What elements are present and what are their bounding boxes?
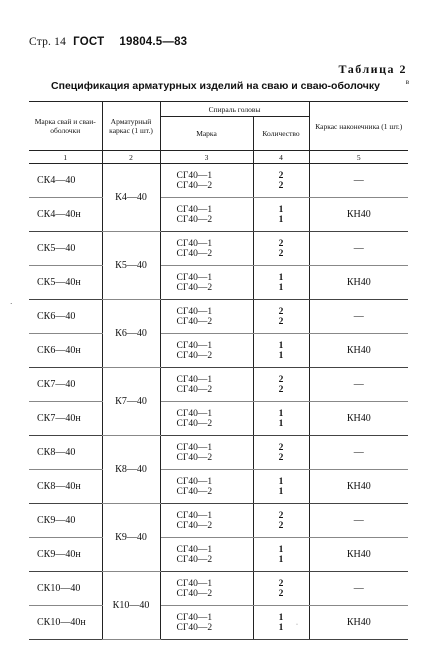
table-row: [29, 572, 408, 606]
spiral-qty-cell: [253, 232, 309, 266]
spiral-mark: СГ40—2: [176, 384, 213, 395]
spiral-qty: 2: [278, 520, 284, 531]
tip-frame-cell: —: [309, 368, 408, 402]
spiral-mark: СГ40—2: [176, 622, 213, 633]
spiral-marks-cell: [160, 538, 253, 572]
spiral-qty: 1: [278, 486, 284, 497]
spiral-mark: СГ40—1: [176, 408, 213, 419]
tip-frame-cell: —: [309, 436, 408, 470]
spiral-mark: СГ40—2: [176, 486, 213, 497]
header-spiral-mark: Марка: [160, 117, 253, 151]
spiral-mark: СГ40—2: [176, 282, 213, 293]
spiral-mark: СГ40—2: [176, 418, 213, 429]
spiral-mark: СГ40—1: [176, 340, 213, 351]
spiral-qty-cell: [253, 300, 309, 334]
table-row: [29, 300, 408, 334]
frame-cell: К5—40: [102, 232, 160, 300]
spiral-mark: СГ40—1: [176, 272, 213, 283]
spiral-qty: 2: [278, 180, 284, 191]
tip-frame-cell: КН40: [309, 198, 408, 232]
tip-frame-cell: —: [309, 232, 408, 266]
spiral-qty: 1: [278, 350, 284, 361]
spiral-mark: СГ40—2: [176, 350, 213, 361]
pile-mark-cell: СК10—40н: [29, 606, 102, 640]
frame-cell: К8—40: [102, 436, 160, 504]
pile-mark-cell: СК6—40: [29, 300, 102, 334]
spiral-mark: СГ40—2: [176, 316, 213, 327]
tip-frame-cell: —: [309, 572, 408, 606]
spiral-qty: 1: [278, 272, 284, 283]
table-row: [29, 232, 408, 266]
spiral-mark: СГ40—2: [176, 554, 213, 565]
spiral-qty-cell: [253, 538, 309, 572]
spiral-marks-cell: [160, 266, 253, 300]
pile-mark-cell: СК4—40: [29, 164, 102, 198]
tip-frame-cell: —: [309, 300, 408, 334]
tip-frame-cell: КН40: [309, 470, 408, 504]
header-tip: Каркас наконечника (1 шт.): [309, 102, 408, 151]
frame-cell: К10—40: [102, 572, 160, 640]
specification-table: [29, 101, 408, 640]
tip-frame-cell: —: [309, 504, 408, 538]
table-row: [29, 334, 408, 368]
header-spiral-qty: Количество: [253, 117, 309, 151]
table-row: [29, 470, 408, 504]
spiral-qty-cell: [253, 368, 309, 402]
spiral-mark: СГ40—1: [176, 476, 213, 487]
spiral-qty: 2: [278, 306, 284, 317]
header-frame: Арматурный каркас (1 шт.): [102, 102, 160, 151]
spiral-qty: 1: [278, 476, 284, 487]
spiral-qty-cell: [253, 266, 309, 300]
spiral-marks-cell: [160, 334, 253, 368]
frame-cell: К9—40: [102, 504, 160, 572]
tip-frame-cell: КН40: [309, 606, 408, 640]
page-number: Стр. 14: [29, 36, 67, 48]
spiral-mark: СГ40—1: [176, 544, 213, 555]
spiral-mark: СГ40—2: [176, 248, 213, 259]
spiral-marks-cell: [160, 436, 253, 470]
pile-mark-cell: СК8—40: [29, 436, 102, 470]
frame-cell: К6—40: [102, 300, 160, 368]
table-mark: в: [405, 78, 409, 86]
spiral-mark: СГ40—1: [176, 510, 213, 521]
column-number: 3: [160, 151, 253, 164]
table-row: [29, 266, 408, 300]
spiral-marks-cell: [160, 300, 253, 334]
spiral-qty: 2: [278, 452, 284, 463]
spiral-qty-cell: [253, 334, 309, 368]
pile-mark-cell: СК5—40н: [29, 266, 102, 300]
spiral-mark: СГ40—1: [176, 170, 213, 181]
spiral-qty: 2: [278, 374, 284, 385]
spiral-qty-cell: [253, 572, 309, 606]
table-row: [29, 538, 408, 572]
spiral-mark: СГ40—1: [176, 442, 213, 453]
spiral-qty: 2: [278, 384, 284, 395]
table-row: [29, 402, 408, 436]
spiral-qty-cell: [253, 436, 309, 470]
pile-mark-cell: СК6—40н: [29, 334, 102, 368]
page-header: [29, 36, 187, 48]
table-row: [29, 504, 408, 538]
pile-mark-cell: СК10—40: [29, 572, 102, 606]
frame-cell: К4—40: [102, 164, 160, 232]
spiral-qty: 1: [278, 282, 284, 293]
pile-mark-cell: СК4—40н: [29, 198, 102, 232]
spiral-marks-cell: [160, 164, 253, 198]
pile-mark-cell: СК8—40н: [29, 470, 102, 504]
standard-number: 19804.5—83: [119, 36, 188, 48]
spiral-qty: 1: [278, 408, 284, 419]
gost-label: ГОСТ: [73, 36, 105, 48]
spiral-qty: 1: [278, 554, 284, 565]
stray-mark: ·: [10, 300, 13, 308]
pile-mark-cell: СК9—40н: [29, 538, 102, 572]
column-number: 2: [102, 151, 160, 164]
spiral-mark: СГ40—1: [176, 612, 213, 623]
spiral-mark: СГ40—1: [176, 204, 213, 215]
header-mark: Марка свай и сваи-оболочки: [29, 102, 102, 151]
spiral-marks-cell: [160, 470, 253, 504]
spiral-marks-cell: [160, 572, 253, 606]
pile-mark-cell: СК7—40н: [29, 402, 102, 436]
spiral-marks-cell: [160, 232, 253, 266]
tip-frame-cell: КН40: [309, 334, 408, 368]
column-number: 1: [29, 151, 102, 164]
spiral-qty: 1: [278, 612, 284, 623]
spiral-qty: 2: [278, 510, 284, 521]
frame-cell: К7—40: [102, 368, 160, 436]
table-label: Таблица 2: [338, 62, 407, 76]
spiral-marks-cell: [160, 402, 253, 436]
spiral-qty: 2: [278, 578, 284, 589]
spiral-qty: 2: [278, 248, 284, 259]
tip-frame-cell: КН40: [309, 402, 408, 436]
stray-mark: ·: [296, 622, 298, 628]
spiral-qty-cell: [253, 504, 309, 538]
spiral-qty: 1: [278, 544, 284, 555]
spiral-qty: 2: [278, 442, 284, 453]
table-row: [29, 436, 408, 470]
pile-mark-cell: СК9—40: [29, 504, 102, 538]
pile-mark-cell: СК7—40: [29, 368, 102, 402]
spiral-qty: 1: [278, 214, 284, 225]
spiral-mark: СГ40—2: [176, 180, 213, 191]
spiral-mark: СГ40—1: [176, 306, 213, 317]
spiral-mark: СГ40—1: [176, 578, 213, 589]
table-body: [29, 151, 408, 640]
spiral-qty: 1: [278, 204, 284, 215]
spiral-marks-cell: [160, 368, 253, 402]
table-row: [29, 198, 408, 232]
spiral-qty: 1: [278, 622, 284, 633]
spiral-mark: СГ40—2: [176, 588, 213, 599]
spiral-qty: 1: [278, 340, 284, 351]
tip-frame-cell: КН40: [309, 266, 408, 300]
pile-mark-cell: СК5—40: [29, 232, 102, 266]
tip-frame-cell: —: [309, 164, 408, 198]
spiral-qty: 1: [278, 418, 284, 429]
spiral-qty-cell: [253, 402, 309, 436]
header-spiral: Спираль головы: [160, 102, 309, 117]
table-row: [29, 368, 408, 402]
spiral-marks-cell: [160, 198, 253, 232]
spiral-qty-cell: [253, 198, 309, 232]
tip-frame-cell: КН40: [309, 538, 408, 572]
spiral-mark: СГ40—1: [176, 238, 213, 249]
spiral-qty-cell: [253, 470, 309, 504]
spiral-marks-cell: [160, 606, 253, 640]
spiral-mark: СГ40—1: [176, 374, 213, 385]
spiral-mark: СГ40—2: [176, 520, 213, 531]
spiral-qty-cell: [253, 606, 309, 640]
spiral-qty: 2: [278, 588, 284, 599]
column-number: 4: [253, 151, 309, 164]
table-row: [29, 606, 408, 640]
table-title: Спецификация арматурных изделий на сваю и сваю-оболочку: [51, 80, 380, 92]
column-number: 5: [309, 151, 408, 164]
spiral-qty: 2: [278, 238, 284, 249]
spiral-qty: 2: [278, 170, 284, 181]
spiral-marks-cell: [160, 504, 253, 538]
column-number-row: [29, 151, 408, 164]
spiral-qty-cell: [253, 164, 309, 198]
table-row: [29, 164, 408, 198]
spiral-qty: 2: [278, 316, 284, 327]
spiral-mark: СГ40—2: [176, 214, 213, 225]
spiral-mark: СГ40—2: [176, 452, 213, 463]
